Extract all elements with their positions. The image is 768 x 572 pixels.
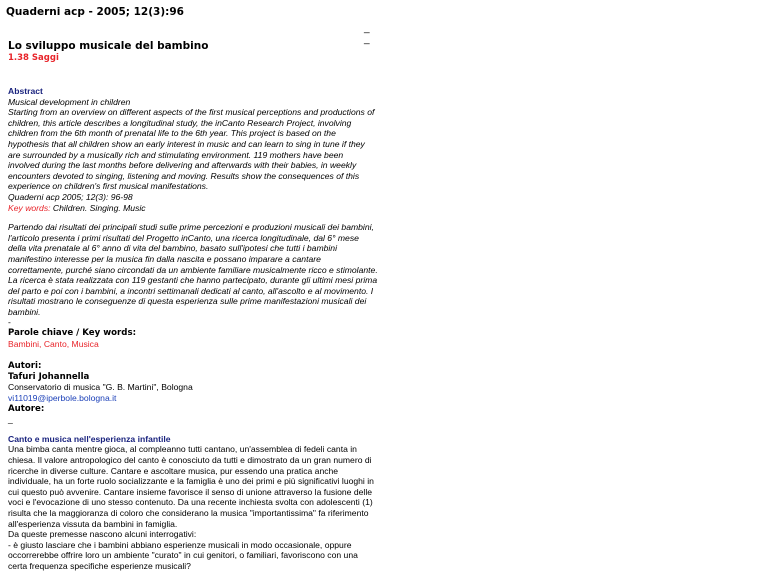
body-line: Da queste premesse nascono alcuni interrogativi: — [8, 529, 197, 540]
riassunto-line: manifestino interesse per la musica fin dalla nascita e possano imparare a cantare — [8, 253, 321, 264]
body-line: all'esperienza vissuta da bambini in famiglia. — [8, 518, 178, 529]
citation-header: Quaderni acp - 2005; 12(3):96 — [6, 6, 184, 18]
body-line: chiesa. Il valore antropologico del canto è conosciuto da tutti e dimostrato da un gran numero di — [8, 455, 372, 465]
parole-chiave-label: Parole chiave / Key words: — [8, 328, 136, 339]
separator-dashes — [364, 23, 370, 45]
riassunto-line: della vita prenatale al 6° anno di vita del bambino, basato sull'ipotesi che tutti i bambini — [8, 243, 337, 254]
abstract-line: hypothesis that all children show an early interest in music and can learn to sing in tune if they — [8, 138, 365, 149]
riassunto-text — [8, 222, 380, 317]
autori-label: Autori: — [8, 361, 42, 372]
author-name: Tafuri Johannella — [8, 371, 90, 382]
body-line: Una bimba canta mentre gioca, al compleanno tutti cantano, un'assemblea di fedeli canta in — [8, 444, 357, 455]
abstract-line: Musical development in children — [8, 96, 131, 107]
body-line: ricerche in diverse culture. Cantare e ascoltare musica, pur essendo una pratica anche — [8, 465, 339, 476]
key-words-label: Key words: — [8, 202, 51, 213]
body-line: individuale, ha un forte ruolo socializzante e la famiglia è uno dei primi e più significativi luoghi in — [8, 476, 374, 487]
riassunto-line: Partendo dai risultati dei principali studi sulle prime percezioni e produzioni musicali dei bambini, — [8, 222, 374, 233]
body-line: - è giusto lasciare che i bambini abbiano esperienze musicali in modo occasionale, oppure — [8, 539, 352, 550]
riassunto-line: bambini. — [8, 306, 41, 317]
abstract-line: children, this article describes a longitudinal study, the inCanto Research Project, involving — [8, 117, 352, 128]
author-affiliation: Conservatorio di musica "G. B. Martini", Bologna — [8, 382, 193, 393]
body-line: voci e l'evocazione di uno stesso contenuto. Da una recente inchiesta svolta con adolescenti (1) — [8, 497, 373, 508]
riassunto-line: risultati mostrano le conseguenze di questa esperienza sulle prime manifestazioni musicali dei — [8, 296, 367, 307]
abstract-line: experience on children's first musical manifestations. — [8, 181, 209, 192]
autore-value: _ — [8, 414, 13, 425]
riassunto-line: La ricerca è stata realizzata con 119 gestanti che hanno partecipato, durante gli ultimi mesi prima — [8, 275, 378, 286]
body-line: cui questo può avvenire. Cantare insieme favorisce il senso di unione attraverso la fusione delle — [8, 486, 373, 497]
separator: - — [8, 317, 11, 328]
riassunto-line: correttamente, purché siano circondati da un ambiente familiare musicalmente ricco e stimolante. — [8, 264, 378, 275]
abstract-line: encounters devoted to singing, listening and moving. Results show the consequences of this — [8, 170, 360, 181]
body-line: occorrerebbe offrire loro un ambiente "curato" in cui genitori, o familiari, favoriscono con una — [8, 550, 358, 561]
article-content — [8, 86, 380, 572]
abstract-line: Starting from an overview on different aspects of the first musical perceptions and productions of — [8, 107, 375, 118]
body-line: certa frequenza specifiche esperienze musicali? — [8, 560, 191, 571]
abstract-heading: Abstract — [8, 86, 43, 96]
key-words-row — [8, 203, 380, 214]
riassunto-line: del parto e poi con i bambini, a incontri settimanali dedicati al canto, all'ascolto e al movimento. I — [8, 285, 374, 296]
body-text — [8, 444, 380, 571]
section-heading: Canto e musica nell'esperienza infantile — [8, 433, 171, 444]
riassunto-line: l'articolo presenta i primi risultati del Progetto inCanto, una ricerca longitudinale, dal 6° mese — [8, 232, 359, 243]
article-category: 1.38 Saggi — [8, 53, 59, 63]
abstract-line: children from the 6th month of prenatal life to the 6th year. This project is based on the — [8, 128, 336, 139]
article-title: Lo sviluppo musicale del bambino — [8, 40, 209, 52]
abstract-line: Quaderni acp 2005; 12(3): 96-98 — [8, 191, 133, 202]
key-words-value: Children. Singing. Music — [52, 202, 146, 213]
abstract-line: involved during the last months before delivering and afterwards with their babies, in weekly — [8, 160, 357, 171]
parole-chiave-value: Bambini, Canto, Musica — [8, 338, 99, 349]
dash-2: _ — [364, 34, 370, 45]
dash-1: _ — [364, 23, 370, 34]
abstract-line: are surrounded by a musically rich and stimulating environment. 119 mothers have been — [8, 149, 344, 160]
body-line: risulta che la maggioranza di coloro che considerano la musica "importantissima" fa riferimento — [8, 507, 369, 518]
autore-label: Autore: — [8, 403, 45, 414]
abstract-text — [8, 97, 380, 214]
author-email-link[interactable]: vi11019@iperbole.bologna.it — [8, 393, 117, 404]
